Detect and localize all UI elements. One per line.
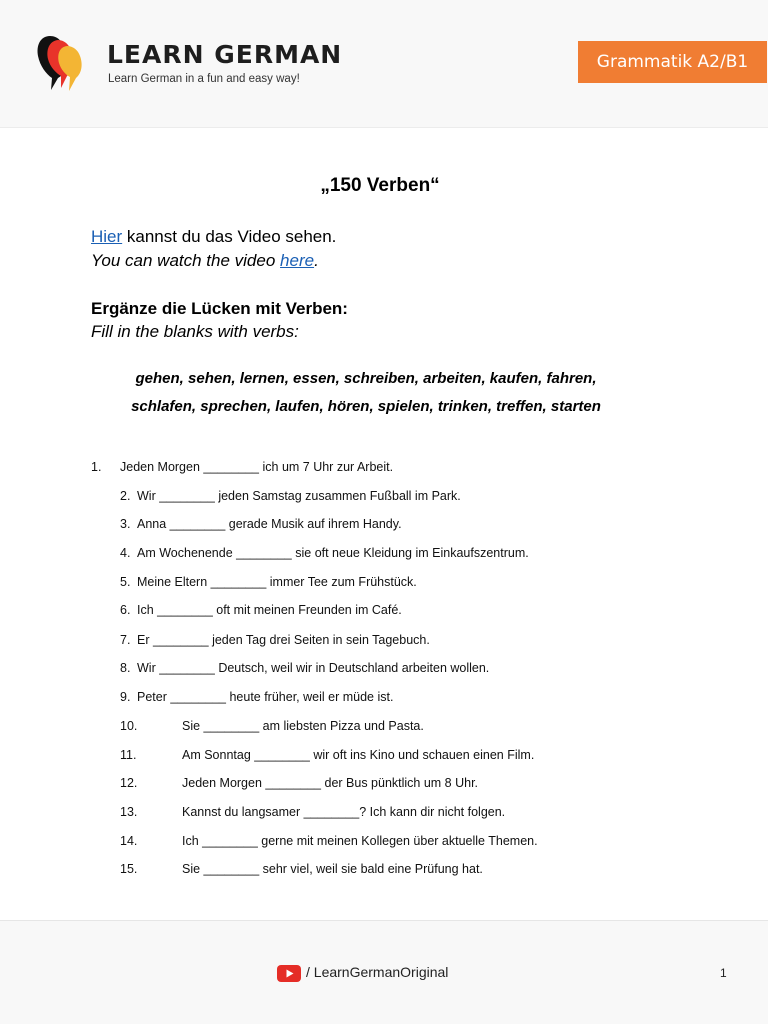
exercise-number: 12. <box>120 776 138 790</box>
exercise-number: 4. <box>120 546 131 560</box>
exercise-text: jeden Tag drei Seiten in sein Tagebuch. <box>208 633 430 647</box>
answer-blank[interactable]: ________ <box>157 603 213 617</box>
exercise-text: Kannst du langsamer <box>182 805 304 819</box>
exercise-number: 1. <box>91 460 102 474</box>
exercise-item <box>120 546 529 560</box>
exercise-item <box>120 575 417 589</box>
exercise-text: Ich <box>182 834 203 848</box>
exercise-item <box>120 661 489 675</box>
exercise-text: immer Tee zum Frühstück. <box>266 575 417 589</box>
exercise-text: oft mit meinen Freunden im Café. <box>212 603 402 617</box>
page-number: 1 <box>720 966 727 980</box>
exercise-item <box>120 748 534 762</box>
exercise-item <box>91 460 393 474</box>
exercise-number: 15. <box>120 862 138 876</box>
exercise-text: sehr viel, weil sie bald eine Prüfung hat. <box>259 862 483 876</box>
answer-blank[interactable]: ________ <box>170 690 226 704</box>
exercise-number: 9. <box>120 690 131 704</box>
exercise-text: Wir <box>137 661 160 675</box>
exercise-number: 14. <box>120 834 138 848</box>
exercise-number: 8. <box>120 661 131 675</box>
answer-blank[interactable]: ________ <box>202 834 258 848</box>
answer-blank[interactable]: ________ <box>203 719 260 733</box>
exercise-text: heute früher, weil er müde ist. <box>225 690 394 704</box>
video-text-de: kannst du das Video sehen. <box>122 227 337 246</box>
instruction-en: Fill in the blanks with verbs: <box>91 322 299 341</box>
exercise-number: 11. <box>120 748 137 762</box>
answer-blank[interactable]: ________ <box>236 546 292 560</box>
exercise-text: der Bus pünktlich um 8 Uhr. <box>321 776 479 790</box>
video-text-en: You can watch the video <box>91 251 281 270</box>
answer-blank[interactable]: ________ <box>265 776 322 790</box>
exercise-text: Er <box>137 633 153 647</box>
brand-tagline: Learn German in a fun and easy way! <box>108 73 300 85</box>
video-line-de <box>91 227 336 247</box>
answer-blank[interactable]: ________ <box>203 862 260 876</box>
youtube-icon[interactable] <box>277 965 301 982</box>
answer-blank[interactable]: ________ <box>203 460 260 474</box>
exercise-text: Wir <box>137 489 160 503</box>
exercise-text: Anna <box>137 517 170 531</box>
exercise-number: 2. <box>120 489 131 503</box>
exercise-text: gerade Musik auf ihrem Handy. <box>225 517 402 531</box>
answer-blank[interactable]: ________ <box>169 517 226 531</box>
exercise-item <box>120 862 483 876</box>
exercise-text: Peter <box>137 690 171 704</box>
exercise-text: wir oft ins Kino und schauen einen Film. <box>309 748 535 762</box>
answer-blank[interactable]: ________ <box>254 748 310 762</box>
exercise-number: 13. <box>120 805 138 819</box>
word-bank-line-1: gehen, sehen, lernen, essen, schreiben, arbeiten, kaufen, fahren, <box>135 370 597 387</box>
exercise-text: gerne mit meinen Kollegen über aktuelle Themen. <box>257 834 538 848</box>
exercise-item <box>120 805 505 819</box>
exercise-number: 5. <box>120 575 131 589</box>
exercise-text: Ich <box>137 603 158 617</box>
exercise-text: Sie <box>182 862 204 876</box>
exercise-item <box>120 489 461 503</box>
exercise-text: Jeden Morgen <box>120 460 204 474</box>
youtube-channel-link[interactable]: / LearnGermanOriginal <box>306 964 449 980</box>
exercise-text: Am Sonntag <box>182 748 255 762</box>
exercise-text: Sie <box>182 719 204 733</box>
exercise-number: 3. <box>120 517 131 531</box>
page-header <box>0 0 768 128</box>
exercise-text: jeden Samstag zusammen Fußball im Park. <box>214 489 461 503</box>
answer-blank[interactable]: ________ <box>152 633 209 647</box>
exercise-item <box>120 633 430 647</box>
answer-blank[interactable]: ________ <box>210 575 267 589</box>
exercise-item <box>120 719 424 733</box>
video-text-en-end: . <box>314 251 319 270</box>
level-badge: Grammatik A2/B1 <box>578 41 767 83</box>
exercise-number: 10. <box>120 719 138 733</box>
speech-bubble-logo-icon <box>36 34 86 92</box>
exercise-text: ich um 7 Uhr zur Arbeit. <box>259 460 394 474</box>
exercise-text: Jeden Morgen <box>182 776 266 790</box>
instruction-de: Ergänze die Lücken mit Verben: <box>91 299 348 318</box>
exercise-item <box>120 603 402 617</box>
answer-blank[interactable]: ________ <box>303 805 360 819</box>
exercise-item <box>120 517 402 531</box>
exercise-text: Deutsch, weil wir in Deutschland arbeiten wollen. <box>214 661 490 675</box>
brand-name: LEARN GERMAN <box>107 40 343 69</box>
word-bank-line-2: schlafen, sprechen, laufen, hören, spielen, trinken, treffen, starten <box>131 398 601 415</box>
page-title: „150 Verben“ <box>320 175 440 196</box>
exercise-text: Meine Eltern <box>137 575 211 589</box>
video-line-en <box>91 251 319 271</box>
exercise-text: sie oft neue Kleidung im Einkaufszentrum. <box>291 546 529 560</box>
exercise-item <box>120 690 393 704</box>
exercise-item <box>120 834 538 848</box>
exercise-text: Am Wochenende <box>137 546 237 560</box>
answer-blank[interactable]: ________ <box>159 489 215 503</box>
exercise-item <box>120 776 478 790</box>
exercise-number: 7. <box>120 633 131 647</box>
exercise-number: 6. <box>120 603 131 617</box>
video-link-en[interactable]: here <box>280 251 315 270</box>
video-link-de[interactable]: Hier <box>91 227 123 246</box>
answer-blank[interactable]: ________ <box>159 661 215 675</box>
exercise-text: ? Ich kann dir nicht folgen. <box>359 805 506 819</box>
exercise-text: am liebsten Pizza und Pasta. <box>259 719 424 733</box>
